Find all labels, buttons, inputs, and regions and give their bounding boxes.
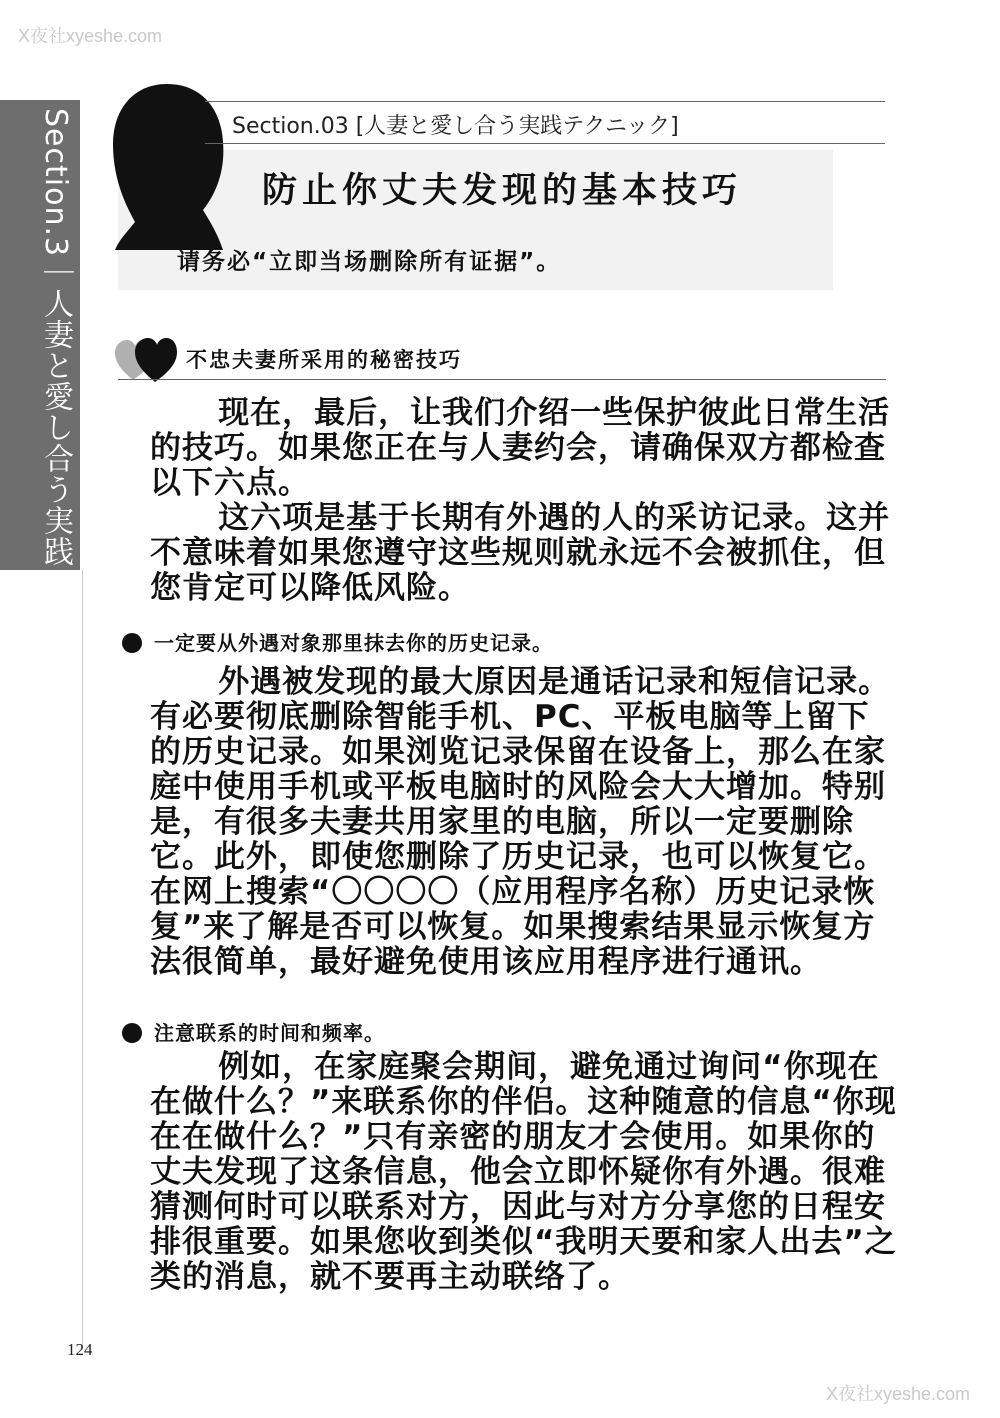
- paragraph-interviews: 这六项是基于长期有外遇的人的采访记录。这并不意味着如果您遵守这些规则就永远不会被抓住，但您肯定可以降低风险。: [150, 500, 891, 606]
- watermark-bottom: X夜社xyeshe.com: [825, 1384, 970, 1404]
- bullet-text: 注意联系的时间和频率。: [154, 1021, 385, 1045]
- section-label: Section.03 [人妻と愛し合う実践テクニック]: [232, 114, 679, 139]
- header-rule-bottom: [205, 143, 885, 144]
- page-title: 防止你丈夫发现的基本技巧: [262, 171, 743, 211]
- header-rule-top: [205, 101, 885, 102]
- bullet-dot-icon: [122, 1023, 142, 1043]
- bullet-erase-history: [122, 627, 553, 656]
- watermark-top: X夜社xyeshe.com: [18, 26, 163, 46]
- bullet-text: 一定要从外遇对象那里抹去你的历史记录。: [154, 631, 553, 655]
- paragraph-history: 外遇被发现的最大原因是通话记录和短信记录。有必要彻底删除智能手机、PC、平板电脑等上留下的历史记录。如果浏览记录保留在设备上，那么在家庭中使用手机或平板电脑时的风险会大大增加。特别是，有很多夫妻共用家里的电脑，所以一定要删除它。此外，即使您删除了历史记录，也可以恢复它。在网上搜索“〇〇〇〇（应用程序名称）历史记录恢复”来了解是否可以恢复。如果搜索结果显示恢复方法很简单，最好避免使用该应用程序进行通讯。: [150, 664, 891, 980]
- side-tab-text: Section.3｜人妻と愛し合う実践テクニック: [38, 108, 73, 723]
- page-number: 124: [67, 1340, 93, 1359]
- page-subtitle: 请务必“立即当场删除所有证据”。: [177, 249, 562, 275]
- subsection-rule: [118, 379, 886, 380]
- side-divider: [82, 570, 83, 1350]
- paragraph-contact: 例如，在家庭聚会期间，避免通过询问“你现在在做什么？”来联系你的伴侣。这种随意的信息“你现在在做什么？”只有亲密的朋友才会使用。如果你的丈夫发现了这条信息，他会立即怀疑你有外遇。很难猜测何时可以联系对方，因此与对方分享您的日程安排很重要。如果您收到类似“我明天要和家人出去”之类的消息，就不要再主动联络了。: [150, 1049, 897, 1295]
- woman-silhouette-icon: [105, 82, 230, 252]
- bullet-contact-timing: [122, 1017, 385, 1046]
- hearts-icon: [115, 336, 177, 384]
- bullet-dot-icon: [122, 633, 142, 653]
- paragraph-intro: 现在，最后，让我们介绍一些保护彼此日常生活的技巧。如果您正在与人妻约会，请确保双方都检查以下六点。: [150, 395, 891, 501]
- subsection-heading: 不忠夫妻所采用的秘密技巧: [186, 348, 462, 372]
